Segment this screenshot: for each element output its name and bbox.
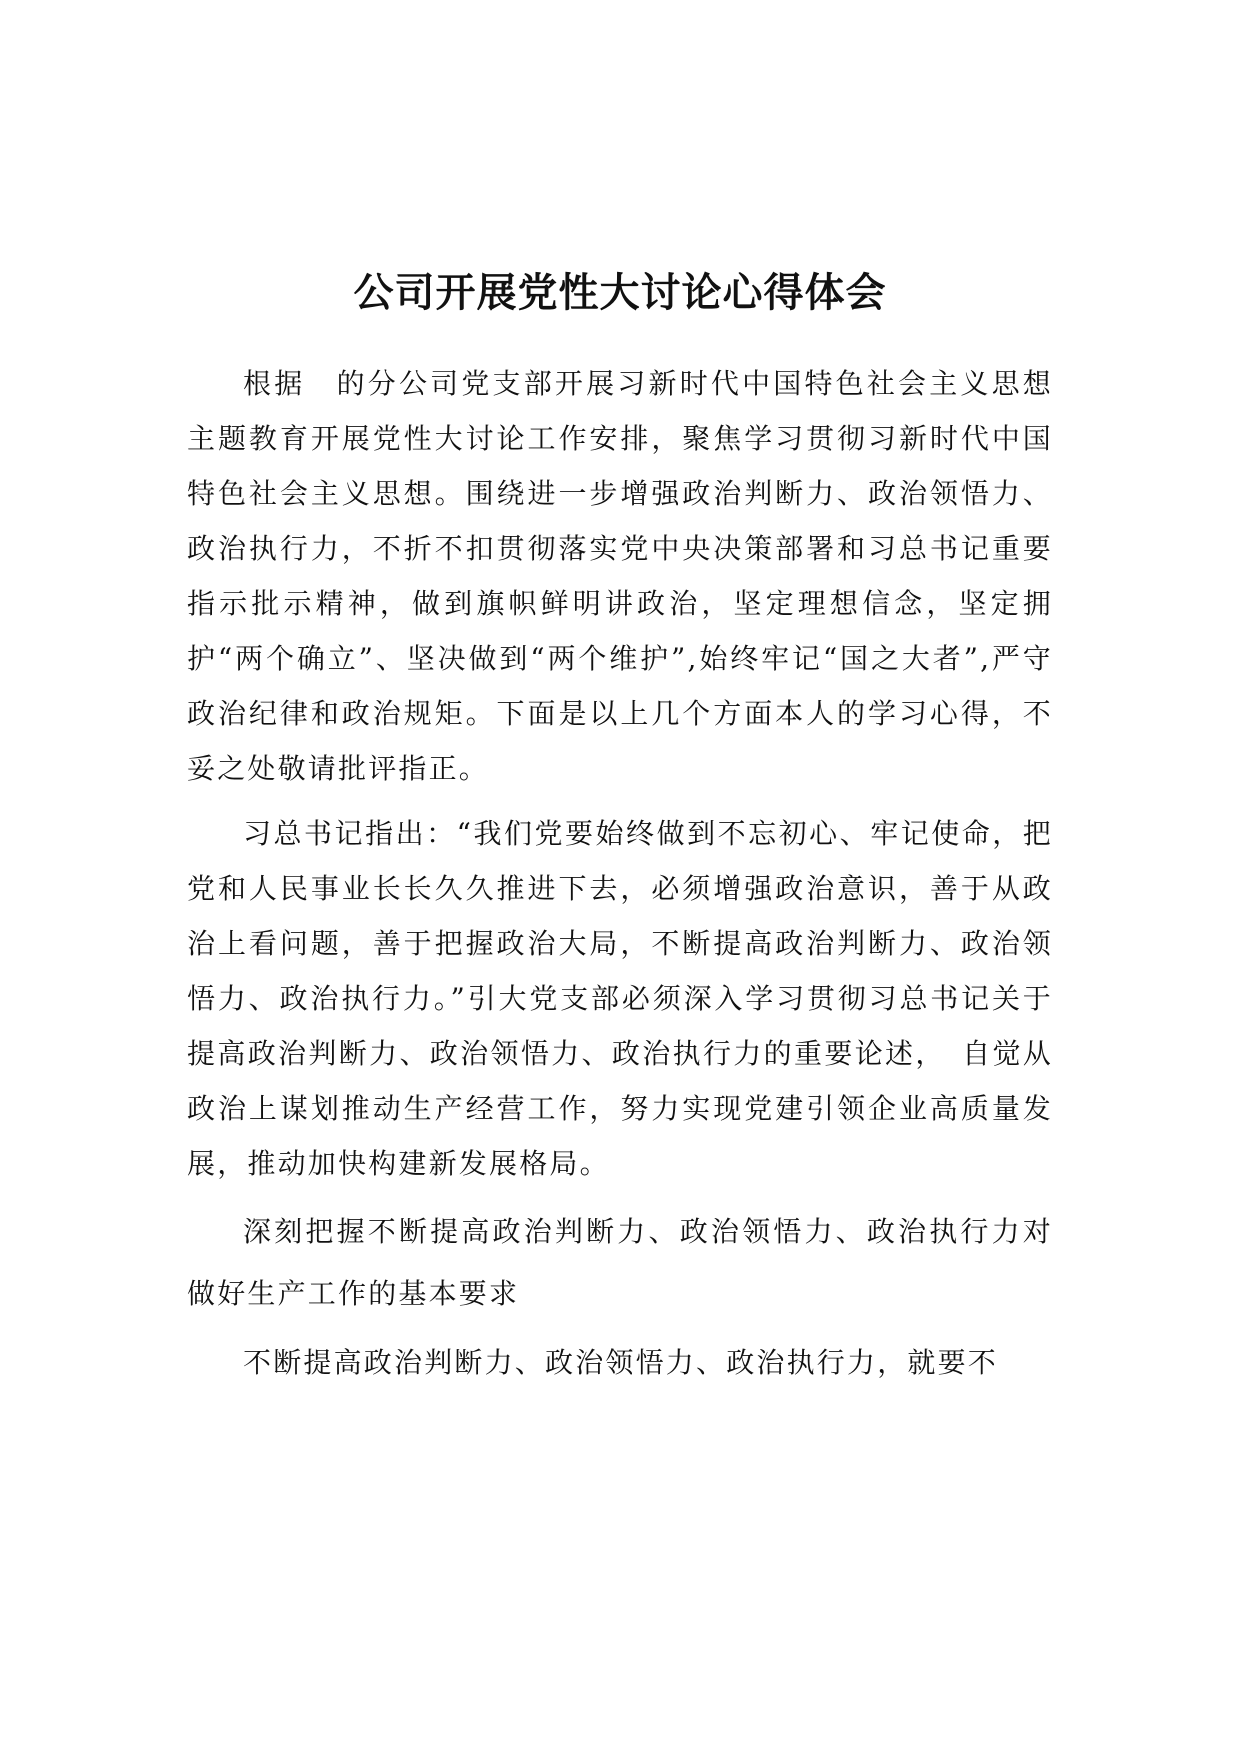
paragraph-continuation: 不断提高政治判断力、政治领悟力、政治执行力，就要不	[243, 1346, 999, 1379]
paragraph-intro: 根据 的分公司党支部开展习新时代中国特色社会主义思想主题教育开展党性大讨论工作安排，聚焦学习贯彻习新时代中国特色社会主义思想。围绕进一步增强政治判断力、政治领悟力、政治执行力，不折不扣贯彻落实党中央决策部署和习总书记重要指示批示精神，做到旗帜鲜明讲政治，坚定理想信念，坚定拥护“两个确立”、坚决做到“两个维护”,始终牢记“国之大者”,严守政治纪律和政治规矩。下面是以上几个方面本人的学习心得，不妥之处敬请批评指正。	[187, 367, 1053, 785]
document-body	[187, 356, 1053, 1390]
paragraph-quote: 习总书记指出：“我们党要始终做到不忘初心、牢记使命，把党和人民事业长长久久推进下去，必须增强政治意识，善于从政治上看问题，善于把握政治大局，不断提高政治判断力、政治领悟力、政治执行力。”引大党支部必须深入学习贯彻习总书记关于提高政治判断力、政治领悟力、政治执行力的重要论述， 自觉从政治上谋划推动生产经营工作，努力实现党建引领企业高质量发展，推动加快构建新发展格局。	[187, 817, 1053, 1180]
document-title: 公司开展党性大讨论心得体会	[353, 269, 887, 316]
paragraph-section-heading: 深刻把握不断提高政治判断力、政治领悟力、政治执行力对做好生产工作的基本要求	[187, 1215, 1053, 1310]
